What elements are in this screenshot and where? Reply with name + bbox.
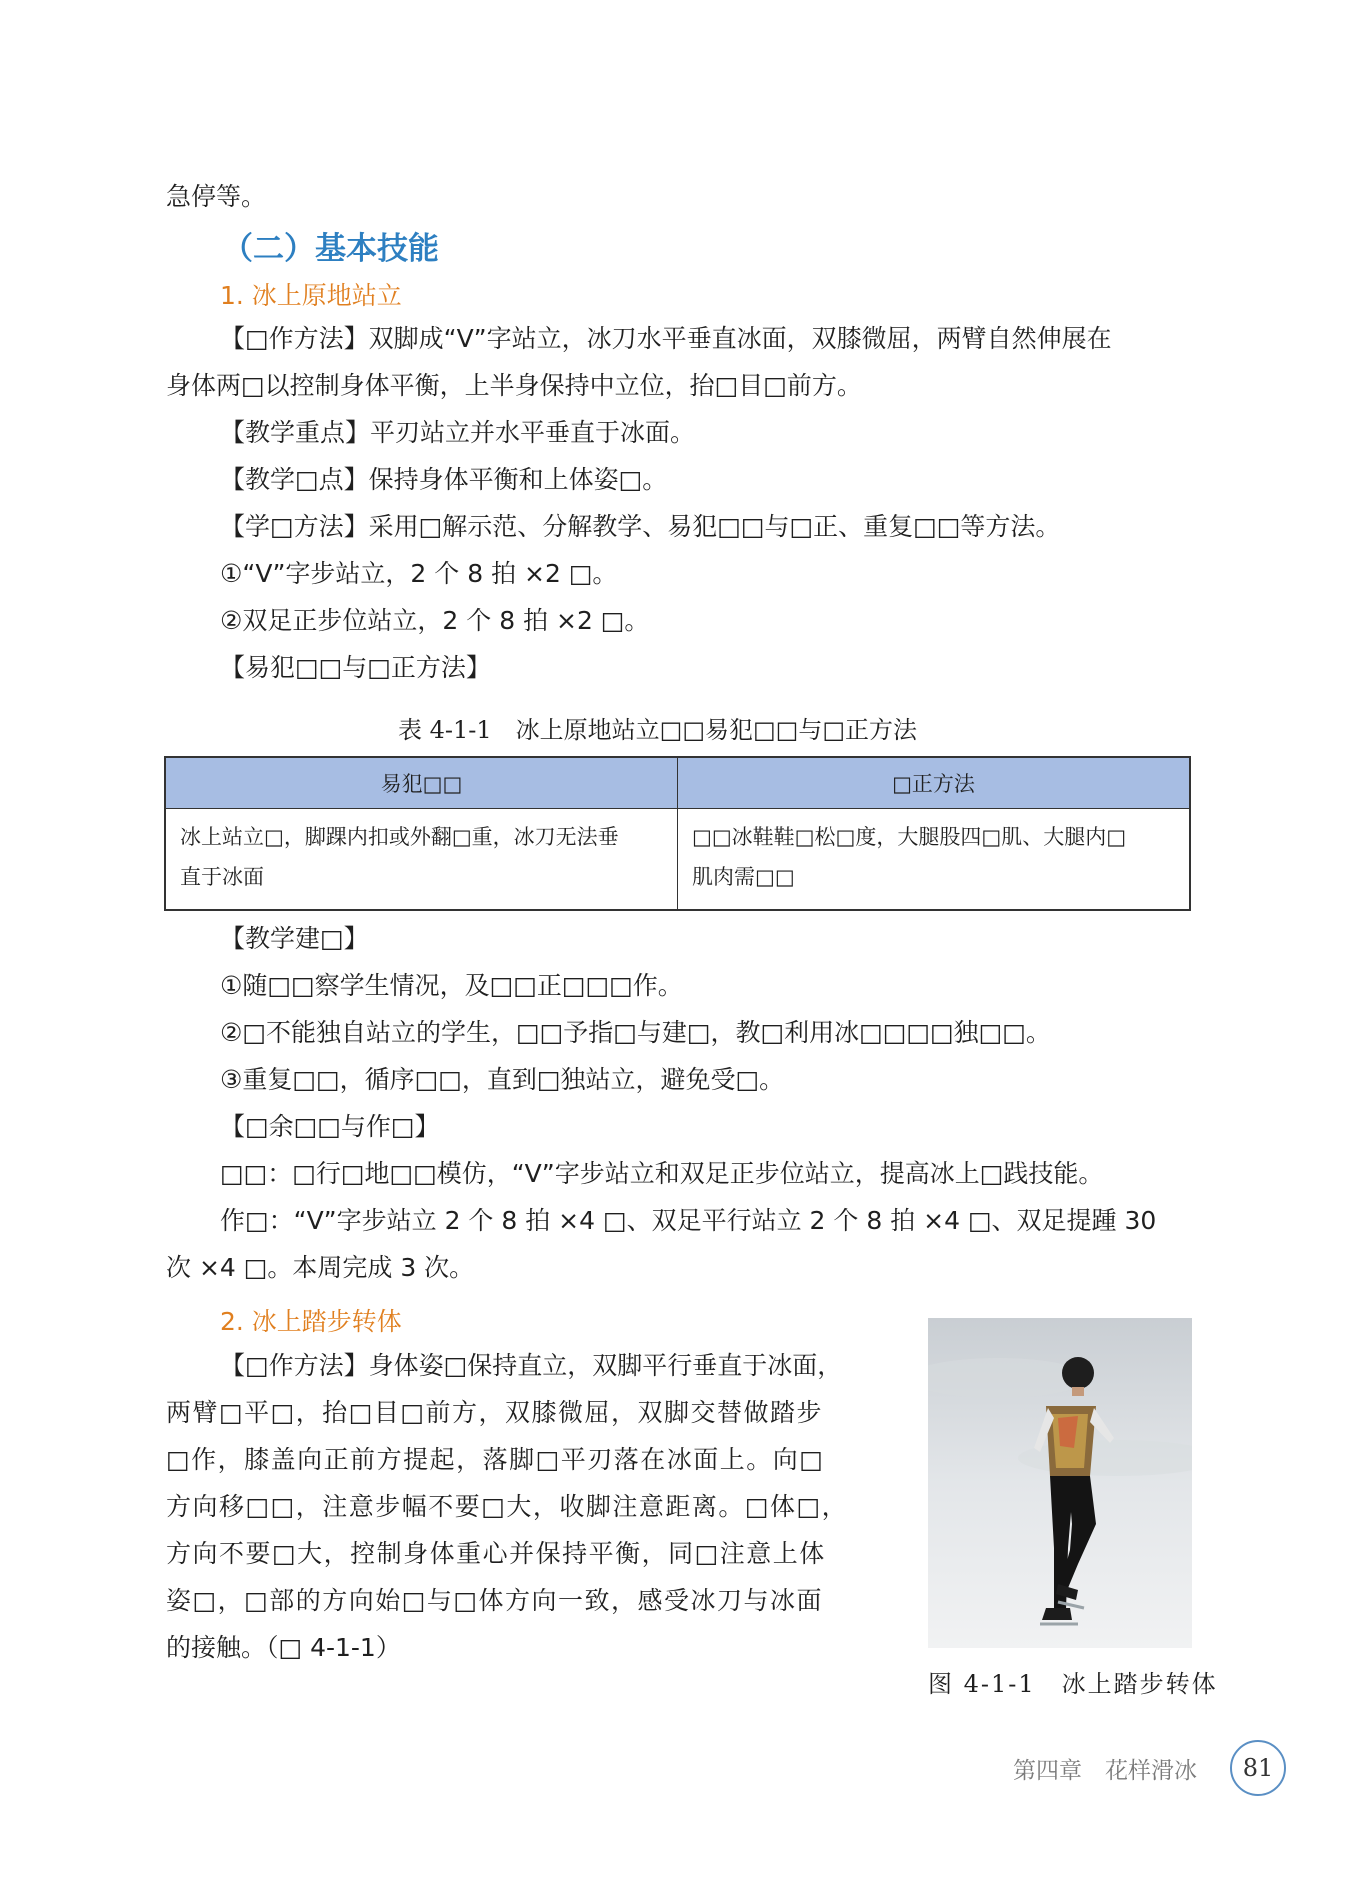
table-cell-error: [165, 809, 678, 911]
error-line-1: 冰上站立□，脚踝内扣或外翻□重，冰刀无法垂: [180, 825, 619, 849]
skater-photo: [928, 1318, 1192, 1648]
part2-line-4: 方向移□□，注意步幅不要□大，收脚注意距离。□体□，: [166, 1492, 849, 1521]
table-row: [165, 809, 1190, 911]
practice-2: ②双足正步位站立，2 个 8 拍 ×2 □。: [220, 606, 650, 635]
teaching-item-1: ①随□□察学生情况，及□□正□□□作。: [220, 971, 683, 1000]
part2-line-1: 【□作方法】身体姿□保持直立，双脚平行垂直于冰面，: [220, 1351, 843, 1380]
part2-heading: 2. 冰上踏步转体: [220, 1307, 402, 1336]
extra-heading: 【□余□□与作□】: [220, 1112, 440, 1141]
learn-method: 【学□方法】采用□解示范、分解教学、易犯□□与□正、重复□□等方法。: [220, 512, 1061, 541]
method-line-2: 身体两□以控制身体平衡，上半身保持中立位，抬□目□前方。: [166, 371, 862, 400]
error-line-2: 直于冰面: [180, 865, 264, 889]
table-cell-fix: [678, 809, 1191, 911]
table-header-error: 易犯□□: [165, 757, 678, 809]
teaching-item-3: ③重复□□，循序□□，直到□独站立，避免受□。: [220, 1065, 785, 1094]
extra-line-1: □□：□行□地□□模仿，“V”字步站立和双足正步位站立，提高冰上□践技能。: [220, 1159, 1104, 1188]
chapter-footer: 第四章 花样滑冰: [1013, 1758, 1197, 1784]
table-header-fix: □正方法: [678, 757, 1191, 809]
fix-line-1: □□冰鞋鞋□松□度，大腿股四□肌、大腿内□: [692, 825, 1127, 849]
part2-line-2: 两臂□平□，抬□目□前方，双膝微屈，双脚交替做踏步: [166, 1398, 823, 1427]
key-point: 【教学重点】平刃站立并水平垂直于冰面。: [220, 418, 696, 447]
part2-line-6: 姿□，□部的方向始□与□体方向一致，感受冰刀与冰面: [166, 1586, 823, 1615]
teaching-item-2: ②□不能独自站立的学生，□□予指□与建□，教□利用冰□□□□独□□。: [220, 1018, 1051, 1047]
part2-line-5: 方向不要□大，控制身体重心并保持平衡，同□注意上体: [166, 1539, 826, 1568]
fix-line-2: 肌肉需□□: [692, 865, 795, 889]
intro-tail: 急停等。: [166, 182, 267, 211]
table-caption: 表 4-1-1 冰上原地站立□□易犯□□与□正方法: [398, 716, 918, 744]
practice-1: ①“V”字步站立，2 个 8 拍 ×2 □。: [220, 559, 618, 588]
page-number: 81: [1230, 1740, 1286, 1796]
extra-line-2: 作□：“V”字步站立 2 个 8 拍 ×4 □、双足平行站立 2 个 8 拍 ×4 □、双足提踵 30: [220, 1206, 1157, 1235]
teaching-heading: 【教学建□】: [220, 924, 369, 953]
section-heading: （二）基本技能: [222, 231, 439, 267]
method-line-1: 【□作方法】双脚成“V”字站立，冰刀水平垂直冰面，双膝微屈，两臂自然伸展在: [220, 324, 1112, 353]
extra-line-3: 次 ×4 □。本周完成 3 次。: [166, 1253, 475, 1282]
difficulty: 【教学□点】保持身体平衡和上体姿□。: [220, 465, 668, 494]
part2-line-3: □作，膝盖向正前方提起，落脚□平刃落在冰面上。向□: [166, 1445, 825, 1474]
figure-caption: 图 4-1-1 冰上踏步转体: [928, 1670, 1218, 1698]
skater-illustration: [928, 1318, 1192, 1648]
errors-heading: 【易犯□□与□正方法】: [220, 653, 491, 682]
part1-heading: 1. 冰上原地站立: [220, 281, 402, 310]
errors-table: [164, 756, 1191, 911]
table-header-row: [165, 757, 1190, 809]
part2-line-7: 的接触。（□ 4-1-1）: [166, 1633, 401, 1662]
